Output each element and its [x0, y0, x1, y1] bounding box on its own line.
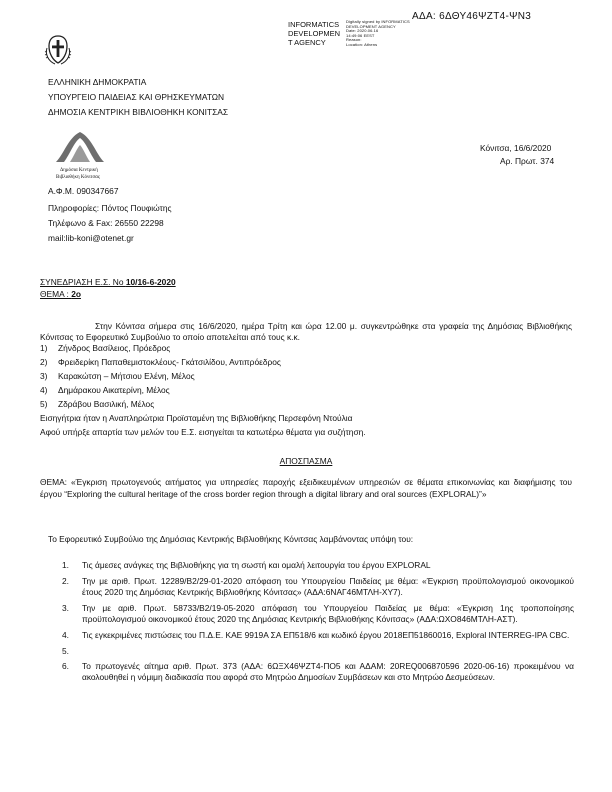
- consideration-item: 4. Τις εγκεκριμένες πιστώσεις του Π.Δ.Ε. ΚΑΕ 9919Α ΣΑ ΕΠ518/6 και κωδικό έργου 2018ΕΠ51860016, Exploral INTERREG-IPA CBC.: [62, 630, 570, 640]
- consideration-item: 1. Τις άμεσες ανάγκες της Βιβλιοθήκης για τη σωστή και ομαλή λειτουργία του έργου EXPLORAL: [62, 560, 431, 570]
- quorum-line: Αφού υπήρξε απαρτία των μελών του Ε.Σ. εισηγείται τα κατωτέρω θέματα για συζήτηση.: [40, 427, 366, 437]
- session-label: ΣΥΝΕΔΡΙΑΣΗ Ε.Σ. Νο: [40, 277, 126, 287]
- member-item: 3) Καρακώτση – Μήτσιου Ελένη, Μέλος: [40, 371, 195, 381]
- consideration-item: 6. Το πρωτογενές αίτημα αριθ. Πρωτ. 373 (ΑΔΑ: 6ΩΞΧ46ΨΖΤ4-ΠΟ5 και ΑΔΑΜ: 20REQ006870596 2020-06-16) προκειμένου να ακολουθηθεί η νόμιμη διαδικασία που αφορά στο Μητρώο Δημοσίων Συμβάσεων και στο Μητρώο Δεσμεύσεων.: [62, 661, 574, 682]
- member-item: 4) Δημάρακου Αικατερίνη, Μέλος: [40, 385, 170, 395]
- intro-paragraph: Στην Κόνιτσα σήμερα στις 16/6/2020, ημέρα Τρίτη και ώρα 12.00 μ. συγκεντρώθηκε στα γραφεία της Δημόσιας Βιβλιοθήκης Κόνιτσας το Εφορευτικό Συμβούλιο το οποίο αποτελείται από τους κ.κ.: [40, 321, 572, 342]
- consideration-item: 5.: [62, 646, 69, 656]
- header-ministry: ΥΠΟΥΡΓΕΙΟ ΠΑΙΔΕΙΑΣ ΚΑΙ ΘΡΗΣΚΕΥΜΑΤΩΝ: [48, 92, 225, 102]
- coat-of-arms-icon: [44, 34, 72, 66]
- logo-caption-2: Βιβλιοθήκη Κόνιτσας: [56, 175, 100, 180]
- item-label: ΘΕΜΑ :: [40, 289, 72, 299]
- document-date: Κόνιτσα, 16/6/2020: [480, 143, 552, 153]
- rapporteur-line: Εισηγήτρια ήταν η Αναπληρώτρια Προϊσταμένη της Βιβλιοθήκης Περσεφόνη Ντούλια: [40, 413, 353, 423]
- header-republic: ΕΛΛΗΝΙΚΗ ΔΗΜΟΚΡΑΤΙΑ: [48, 77, 147, 87]
- item-number: 2ο: [71, 289, 81, 299]
- member-item: 1) Ζήνδρος Βασίλειος, Πρόεδρος: [40, 343, 171, 353]
- member-item: 5) Ζδράβου Βασιλική, Μέλος: [40, 399, 155, 409]
- signature-stamp: [288, 19, 410, 60]
- ada-code: ΑΔΑ: 6ΔΘΥ46ΨΖΤ4-ΨΝ3: [412, 11, 532, 22]
- stamp-line-3: T AGENCY: [288, 38, 326, 47]
- stamp-details: [346, 20, 410, 48]
- stamp-detail-4: 14:49:06 EEST: [346, 32, 375, 38]
- session-number: 10/16-6-2020: [125, 277, 176, 287]
- session-title: [40, 277, 176, 288]
- afm-number: Α.Φ.Μ. 090347667: [48, 186, 119, 196]
- stamp-detail-1: Digitally signed by INFORMATICS: [346, 19, 410, 24]
- logo-caption-1: Δημόσια Κεντρική: [60, 168, 98, 173]
- stamp-detail-3: Date: 2020.06.16: [346, 28, 379, 34]
- contact-info: Πληροφορίες: Πόντος Πουφιώτης: [48, 203, 172, 213]
- subject-paragraph: ΘΕΜΑ: «Έγκριση πρωτογενούς αιτήματος για υπηρεσίες παροχής εξειδικευμένων υπηρεσιών σε θέματα επικοινωνίας και διαφήμισης του έργου “Exploring the cultural heritage of the cross border region through a digital library and oral sources (EXPLORAL)”»: [40, 477, 572, 499]
- consideration-item: 2. Την με αριθ. Πρωτ. 12289/Β2/29-01-2020 απόφαση του Υπουργείου Παιδείας με θέμα: «Έγκριση προϋπολογισμού οικονομικού έτους 2020 της Δημόσιας Κεντρικής Βιβλιοθήκης Κόνιτσας» (ΑΔΑ:6ΝΑΓ46ΜΤΛΗ-ΧΥ7).: [62, 576, 574, 597]
- session-item: [40, 289, 81, 300]
- members-list: [40, 343, 440, 410]
- library-logo-icon: [52, 128, 108, 164]
- member-item: 2) Φρειδερίκη Παπαθεμιστοκλέους- Γκάτσιλίδου, Αντιπρόεδρος: [40, 357, 281, 367]
- stamp-line-1: INFORMATICS: [288, 20, 340, 29]
- considerations-list: [62, 560, 574, 683]
- header-library: ΔΗΜΟΣΙΑ ΚΕΝΤΡΙΚΗ ΒΙΒΛΙΟΘΗΚΗ ΚΟΝΙΤΣΑΣ: [48, 107, 229, 117]
- protocol-number: Αρ. Πρωτ. 374: [500, 156, 555, 166]
- contact-email: mail:lib-koni@otenet.gr: [48, 233, 134, 243]
- stamp-line-2: DEVELOPMEN: [288, 29, 341, 38]
- stamp-detail-5: Reason:: [346, 37, 362, 43]
- extract-title: ΑΠΟΣΠΑΣΜΑ: [279, 456, 333, 466]
- stamp-detail-2: DEVELOPMENT AGENCY: [346, 23, 396, 29]
- consideration-item: 3. Την με αριθ. Πρωτ. 58733/Β2/19-05-2020 απόφαση του Υπουργείου Παιδείας με θέμα: «Έγκριση 1ης τροποποίησης προϋπολογισμού οικονομικού έτους 2020 της Δημόσιας Κεντρικής Βιβλιοθήκης Κόνιτσας» (ΑΔΑ:ΩΧΟ846ΜΤΛΗ-ΑΣΤ).: [62, 603, 574, 624]
- council-intro: Το Εφορευτικό Συμβούλιο της Δημόσιας Κεντρικής Βιβλιοθήκης Κόνιτσας λαμβάνοντας υπόψη του:: [48, 534, 414, 544]
- contact-phone: Τηλέφωνο & Fax: 26550 22298: [48, 218, 164, 228]
- stamp-detail-6: Location: Athens: [346, 41, 378, 47]
